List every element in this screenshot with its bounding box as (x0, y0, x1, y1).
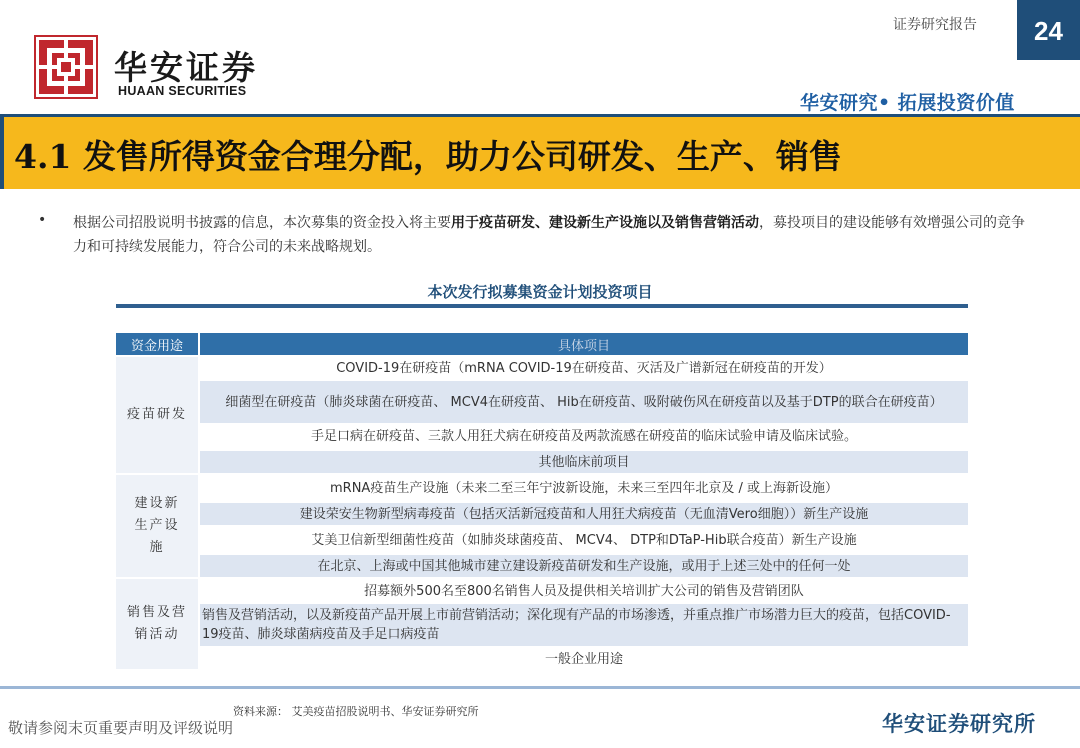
footer-brand: 华安证券研究所 (882, 712, 1036, 736)
bullet-paragraph (73, 211, 1033, 259)
brand-name-en: HUAAN SECURITIES (118, 84, 247, 98)
table-row: 细菌型在研疫苗（肺炎球菌在研疫苗、 MCV4在研疫苗、 Hib在研疫苗、吸附破伤风在研疫苗以及基于DTP的联合在研疫苗） (200, 381, 968, 423)
title-accent-bar (0, 117, 4, 189)
section-title: 4.1 发售所得资金合理分配，助力公司研发、生产、销售 (14, 137, 842, 176)
table-title: 本次发行拟募集资金计划投资项目 (427, 283, 653, 301)
category-cell (116, 475, 198, 577)
report-type-label: 证券研究报告 (893, 17, 977, 33)
huaan-logo-icon (34, 35, 98, 99)
table-row: mRNA疫苗生产设施（未来二至三年宁波新设施，未来三至四年北京及 / 或上海新设施） (200, 477, 968, 499)
table-row: 一般企业用途 (200, 648, 968, 670)
table-row: 销售及营销活动，以及新疫苗产品开展上市前营销活动；深化现有产品的市场渗透，并重点推广市场潜力巨大的疫苗，包括COVID-19疫苗、肺炎球菌病疫苗及手足口病疫苗 (200, 604, 968, 646)
brand-name-cn: 华安证券 (114, 48, 258, 87)
category-cell (116, 579, 198, 669)
source-note: 资料来源： 艾美疫苗招股说明书、华安证券研究所 (233, 705, 479, 718)
footer-divider (0, 686, 1080, 689)
category-label: 建设新生产设施 (134, 496, 180, 555)
bullet-text-part1: 根据公司招股说明书披露的信息，本次募集的资金投入将主要 (73, 215, 451, 231)
table-row: 其他临床前项目 (200, 451, 968, 473)
table-header-project: 具体项目 (200, 333, 968, 355)
table-row: 手足口病在研疫苗、三款人用狂犬病在研疫苗及两款流感在研疫苗的临床试验申请及临床试验。 (200, 425, 968, 447)
category-cell: 疫苗研发 (116, 357, 198, 473)
table-row: 招募额外500名至800名销售人员及提供相关培训扩大公司的销售及营销团队 (200, 580, 968, 602)
table-title-rule (116, 304, 968, 308)
table-row: 在北京、上海或中国其他城市建立建设新疫苗研发和生产设施，或用于上述三处中的任何一处 (200, 555, 968, 577)
bullet-icon: • (38, 212, 47, 228)
table-row: COVID-19在研疫苗（mRNA COVID-19在研疫苗、灭活及广谱新冠在研疫苗的开发） (200, 357, 968, 379)
table-header-category: 资金用途 (116, 333, 198, 355)
category-label: 销售及营销活动 (126, 605, 187, 642)
bullet-text-bold: 用于疫苗研发、建设新生产设施以及销售营销活动 (451, 215, 759, 231)
disclaimer-link[interactable]: 敬请参阅末页重要声明及评级说明 (8, 719, 234, 737)
tagline: 华安研究• 拓展投资价值 (800, 92, 1015, 114)
table-row: 艾美卫信新型细菌性疫苗（如肺炎球菌疫苗、 MCV4、 DTP和DTaP-Hib联合疫苗）新生产设施 (200, 529, 968, 551)
page-number: 24 (1017, 0, 1080, 60)
table-row: 建设荣安生物新型病毒疫苗（包括灭活新冠疫苗和人用狂犬病疫苗（无血清Vero细胞））新生产设施 (200, 503, 968, 525)
bullet-text-part2: ，募投项目的建设能够有效增强公司的竞争力和可持续发展能力，符合公司的未来战略规划。 (73, 215, 1025, 255)
